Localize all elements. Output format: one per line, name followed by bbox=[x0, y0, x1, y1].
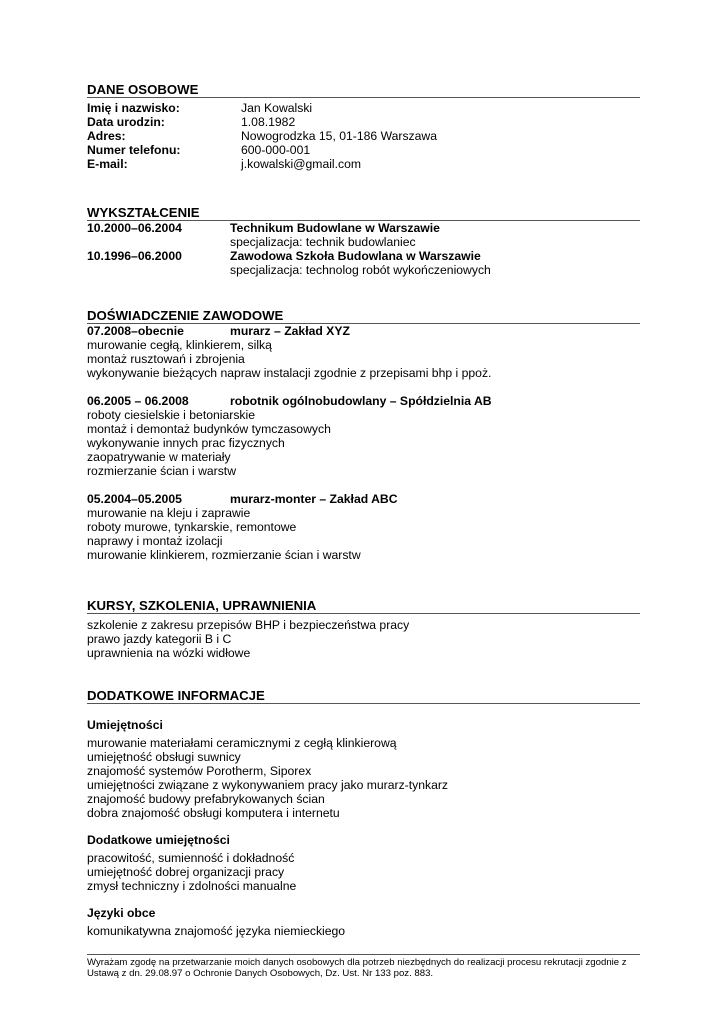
job-header bbox=[87, 324, 640, 338]
duty-line: wykonywanie bieżących napraw instalacji zgodnie z przepisami bhp i ppoż. bbox=[87, 366, 492, 380]
job-title: robotnik ogólnobudowlany – Spółdzielnia AB bbox=[230, 394, 492, 408]
skill-line: znajomość budowy prefabrykowanych ścian bbox=[87, 792, 325, 806]
section-title: DANE OSOBOWE bbox=[87, 82, 640, 98]
specialization: specjalizacja: technolog robót wykończeniowych bbox=[230, 263, 491, 277]
field-value: 600-000-001 bbox=[241, 143, 311, 157]
section-title: DOŚWIADCZENIE ZAWODOWE bbox=[87, 308, 640, 324]
email-value: j.kowalski@gmail.com bbox=[241, 157, 362, 171]
duty-line: murowanie na kleju i zaprawie bbox=[87, 506, 251, 520]
skill-line: znajomość systemów Porotherm, Siporex bbox=[87, 764, 312, 778]
education-item bbox=[87, 221, 640, 235]
field-value: Jan Kowalski bbox=[241, 101, 313, 115]
education-spec-row bbox=[87, 263, 640, 277]
job-header bbox=[87, 394, 640, 408]
job-header bbox=[87, 492, 640, 506]
skill-line: murowanie materiałami ceramicznymi z cegłą klinkierową bbox=[87, 736, 397, 750]
consent-clause: Wyrażam zgodę na przetwarzanie moich danych osobowych dla potrzeb niezbędnych do realizacji procesu rekrutacji zgodnie z Ustawą z dn. 29.08.97 o Ochronie Danych Osobowych, Dz. Ust. Nr 133 poz. 883. bbox=[87, 954, 640, 979]
skill-line: umiejętność obsługi suwnicy bbox=[87, 750, 241, 764]
duty-line: naprawy i montaż izolacji bbox=[87, 534, 223, 548]
job-title: murarz-monter – Zakład ABC bbox=[230, 492, 398, 506]
education-section bbox=[87, 205, 640, 277]
education-item bbox=[87, 249, 640, 263]
personal-row bbox=[87, 129, 640, 143]
job-title: murarz – Zakład XYZ bbox=[230, 324, 350, 338]
field-value: Nowogrodzka 15, 01-186 Warszawa bbox=[241, 129, 437, 143]
course-line: szkolenie z zakresu przepisów BHP i bezpieczeństwa pracy bbox=[87, 618, 410, 632]
personal-section bbox=[87, 82, 640, 171]
school-name: Zawodowa Szkoła Budowlana w Warszawie bbox=[230, 249, 481, 263]
duty-line: rozmierzanie ścian i warstw bbox=[87, 464, 236, 478]
duty-line: roboty murowe, tynkarskie, remontowe bbox=[87, 520, 297, 534]
education-spec-row bbox=[87, 235, 640, 249]
experience-section bbox=[87, 308, 640, 562]
duty-line: roboty ciesielskie i betoniarskie bbox=[87, 408, 255, 422]
education-dates: 10.1996–06.2000 bbox=[87, 249, 182, 263]
field-label: E-mail: bbox=[87, 157, 128, 171]
job-dates: 05.2004–05.2005 bbox=[87, 492, 182, 506]
job-dates: 07.2008–obecnie bbox=[87, 324, 184, 338]
personal-row bbox=[87, 143, 640, 157]
section-title: WYKSZTAŁCENIE bbox=[87, 205, 640, 221]
duty-line: wykonywanie innych prac fizycznych bbox=[87, 436, 285, 450]
personal-row bbox=[87, 101, 640, 115]
extra-skill-line: pracowitość, sumienność i dokładność bbox=[87, 851, 295, 865]
duty-line: montaż rusztowań i zbrojenia bbox=[87, 352, 245, 366]
job-entry bbox=[87, 394, 640, 478]
language-line: komunikatywna znajomość języka niemieckiego bbox=[87, 924, 346, 938]
school-name: Technikum Budowlane w Warszawie bbox=[230, 221, 440, 235]
skill-line: umiejętności związane z wykonywaniem pracy jako murarz-tynkarz bbox=[87, 778, 449, 792]
extra-skills-title: Dodatkowe umiejętności bbox=[87, 833, 230, 847]
field-label: Data urodzin: bbox=[87, 115, 165, 129]
personal-row bbox=[87, 115, 640, 129]
duty-line: murowanie klinkierem, rozmierzanie ścian i warstw bbox=[87, 548, 361, 562]
extra-skill-line: umiejętność dobrej organizacji pracy bbox=[87, 865, 285, 879]
education-dates: 10.2000–06.2004 bbox=[87, 221, 182, 235]
additional-section bbox=[87, 688, 640, 938]
field-label: Imię i nazwisko: bbox=[87, 101, 180, 115]
skill-line: dobra znajomość obsługi komputera i internetu bbox=[87, 806, 340, 820]
section-title: KURSY, SZKOLENIA, UPRAWNIENIA bbox=[87, 598, 640, 614]
skills-title: Umiejętności bbox=[87, 718, 163, 732]
duty-line: montaż i demontaż budynków tymczasowych bbox=[87, 422, 331, 436]
field-label: Numer telefonu: bbox=[87, 143, 181, 157]
job-entry bbox=[87, 492, 640, 562]
job-entry bbox=[87, 324, 640, 380]
job-dates: 06.2005 – 06.2008 bbox=[87, 394, 189, 408]
languages-title: Języki obce bbox=[87, 906, 156, 920]
course-line: prawo jazdy kategorii B i C bbox=[87, 632, 232, 646]
duty-line: murowanie cegłą, klinkierem, silką bbox=[87, 338, 272, 352]
extra-skill-line: zmysł techniczny i zdolności manualne bbox=[87, 879, 297, 893]
field-label: Adres: bbox=[87, 129, 126, 143]
course-line: uprawnienia na wózki widłowe bbox=[87, 646, 251, 660]
duty-line: zaopatrywanie w materiały bbox=[87, 450, 231, 464]
courses-section bbox=[87, 598, 640, 660]
section-title: DODATKOWE INFORMACJE bbox=[87, 688, 640, 704]
personal-row bbox=[87, 157, 640, 171]
specialization: specjalizacja: technik budowlaniec bbox=[230, 235, 416, 249]
field-value: 1.08.1982 bbox=[241, 115, 296, 129]
